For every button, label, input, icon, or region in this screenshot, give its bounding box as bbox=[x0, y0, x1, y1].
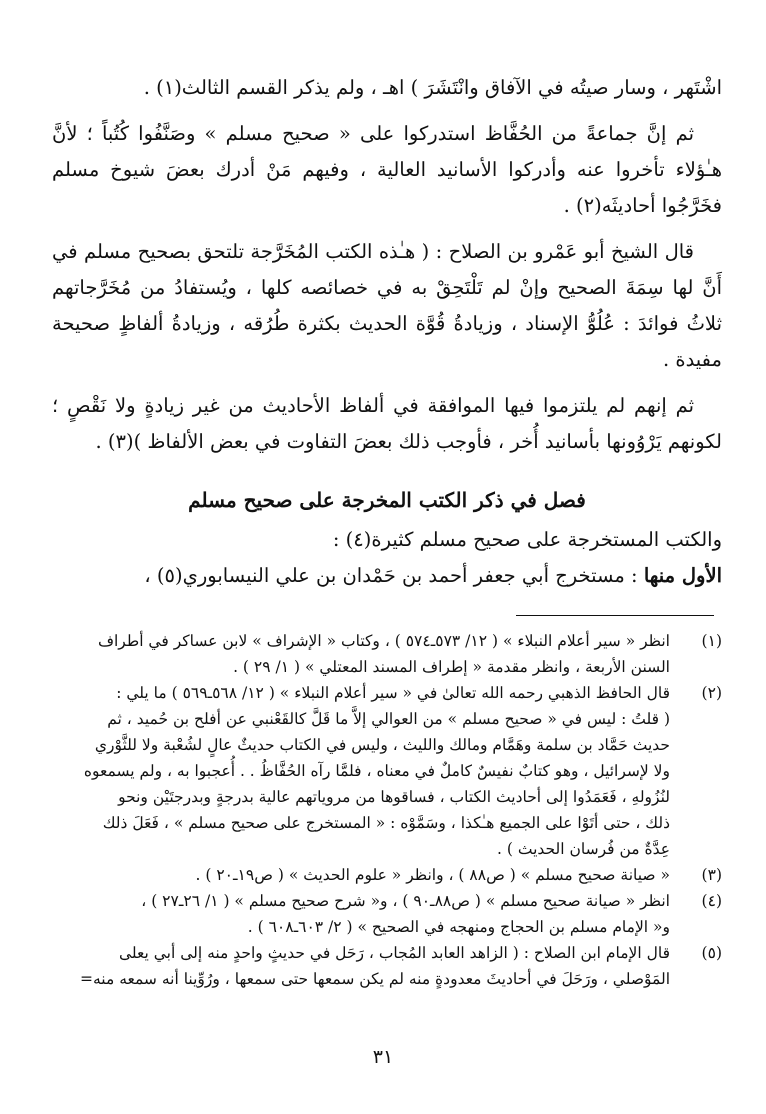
footnote-line: قال الإمام ابن الصلاح : ( الزاهد العابد المُجاب ، رَحَل في حديثٍ واحدٍ منه إلى أبي يعلى bbox=[118, 944, 670, 962]
footnote-line: حديث حَمَّاد بن سلمة وهَمَّام ومالك والليث ، وليس في الكتاب حديثٌ عالٍ لشُعْبة ولا للثَّوْري bbox=[94, 736, 670, 754]
main-text bbox=[52, 70, 722, 594]
section-heading: فصل في ذكر الكتب المخرجة على صحيح مسلم bbox=[188, 488, 586, 512]
footnote-text bbox=[52, 862, 670, 888]
paragraph-5: والكتب المستخرجة على صحيح مسلم كثيرة(٤) : bbox=[332, 528, 722, 551]
first-item-label: الأول منها bbox=[643, 564, 722, 587]
footnotes bbox=[52, 628, 722, 992]
footnote-line: و« الإمام مسلم بن الحجاج ومنهجه في الصحيح » ( ٢/ ٦٠٣ـ٦٠٨ ) . bbox=[247, 918, 670, 936]
footnote-2 bbox=[52, 680, 722, 862]
footnote-text bbox=[52, 628, 670, 680]
footnote-number: (٤) bbox=[701, 892, 722, 910]
footnote-line: لنُزُولهِ ، فَعَمَدُوا إلى أحاديث الكتاب ، فساقوها من مروياتهم عالية بدرجةٍ وبدرجتَيْن ونحو bbox=[118, 788, 670, 806]
paragraph-2: ثم إنَّ جماعةً من الحُفَّاظ استدركوا على « صحيح مسلم » وصَنَّفُوا كُتُباً ؛ لأنَّ هـٰؤلاء تأخروا عنه وأدركوا الأسانيد العالية ، وفيهم مَنْ أدرك بعضَ شيوخ مسلم فخَرَّجُوا أحاديثَه(٢) . bbox=[52, 122, 722, 217]
footnote-4 bbox=[52, 888, 722, 940]
footnote-line: انظر « سير أعلام النبلاء » ( ١٢/ ٥٧٣ـ٥٧٤ ) ، وكتاب « الإشراف » لابن عساكر في أطراف bbox=[97, 632, 670, 650]
footnote-line: « صيانة صحيح مسلم » ( ص٨٨ ) ، وانظر « علوم الحديث » ( ص١٩ـ٢٠ ) . bbox=[195, 866, 670, 884]
footnote-number: (٥) bbox=[701, 944, 722, 962]
footnote-line: ولا لإسرائيل ، وهو كتابٌ نفيسٌ كاملٌ في معناه ، فلمَّا رآه الحُفَّاظُ . . أُعجبوا به ، ولم يسمعوه bbox=[83, 762, 670, 780]
paragraph-1: اشْتَهر ، وسار صيتُه في الآفاق وانْتَشَرَ ) اهـ ، ولم يذكر القسم الثالث(١) . bbox=[143, 76, 722, 99]
footnote-3 bbox=[52, 862, 722, 888]
page-number: ٣١ bbox=[372, 1046, 394, 1068]
footnote-line: عِدَّةٌ من فُرسان الحديث ) . bbox=[497, 840, 670, 858]
footnote-text bbox=[52, 940, 670, 992]
paragraph-4: ثم إنهم لم يلتزموا فيها الموافقة في ألفاظ الأحاديث من غير زيادةٍ ولا نَقْصٍ ؛ لكونهم يَرْوُونها بأسانيد أُخر ، فأوجب ذلك بعضَ التفاوت في بعض الألفاظ )(٣) . bbox=[52, 394, 722, 453]
footnote-text bbox=[52, 888, 670, 940]
footnote-number: (١) bbox=[701, 632, 722, 650]
footnote-text bbox=[52, 680, 670, 862]
footnote-number: (٣) bbox=[701, 866, 722, 884]
paragraph-3: قال الشيخ أبو عَمْرو بن الصلاح : ( هـٰذه الكتب المُخَرَّجة تلتحق بصحيح مسلم في أَنَّ لها سِمَةَ الصحيح وإنْ لم تَلْتَحِقْ به في خصائصه كلها ، ويُستفادُ من مُخَرَّجاتهم ثلاثُ فوائدَ : عُلُوُّ الإسناد ، وزيادةُ قُوَّة الحديث بكثرة طُرُقه ، وزيادةُ ألفاظٍ صحيحة مفيدة . bbox=[52, 240, 722, 371]
paragraph-6 bbox=[52, 558, 722, 594]
footnote-5 bbox=[52, 940, 722, 992]
footnote-line: ( قلتُ : ليس في « صحيح مسلم » من العوالي إلاَّ ما قَلَّ كالقَعْنبي عن أفلح بن حُميد ، ثم bbox=[107, 710, 670, 728]
first-item-text: : مستخرج أبي جعفر أحمد بن حَمْدان بن علي النيسابوري(٥) ، bbox=[144, 564, 644, 587]
footnote-line: ذلك ، حتى أتَوْا على الجميع هـٰكذا ، وسَمَّوْه : « المستخرج على صحيح مسلم » ، فَعَلَ ذلك bbox=[102, 814, 670, 832]
footnote-line: قال الحافظ الذهبي رحمه الله تعالىٰ في « سير أعلام النبلاء » ( ١٢/ ٥٦٨ـ٥٦٩ ) ما يلي : bbox=[116, 684, 670, 702]
footnote-line: المَوْصلي ، ورَحَلَ في أحاديثَ معدودةٍ منه لم يكن سمعها حتى سمعها ، ورُوِّينا أنه سمعه منه= bbox=[79, 970, 670, 988]
footnote-divider bbox=[516, 615, 714, 616]
footnote-1 bbox=[52, 628, 722, 680]
footnote-number: (٢) bbox=[701, 684, 722, 702]
footnote-line: السنن الأربعة ، وانظر مقدمة « إطراف المسند المعتلي » ( ١/ ٢٩ ) . bbox=[233, 658, 670, 676]
footnote-line: انظر « صيانة صحيح مسلم » ( ص٨٨ـ٩٠ ) ، و« شرح صحيح مسلم » ( ١/ ٢٦ـ٢٧ ) ، bbox=[141, 892, 670, 910]
